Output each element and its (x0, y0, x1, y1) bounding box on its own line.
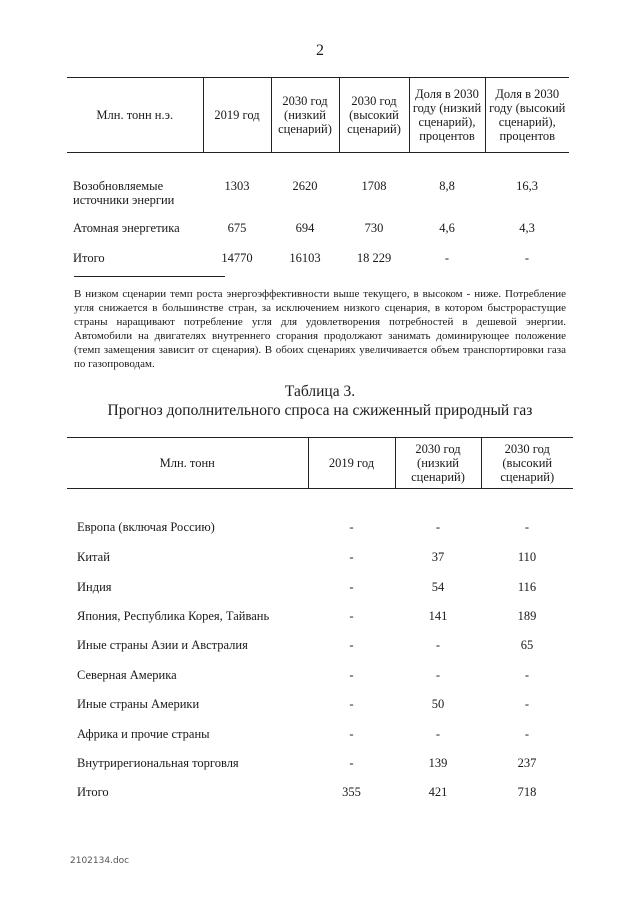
table-cell: - (524, 697, 530, 712)
header-cell: 2030 год (низкий сценарий) (395, 438, 481, 489)
row-label: Африка и прочие страны (77, 726, 210, 741)
table-row (67, 602, 573, 631)
table-cell: 1708 (361, 179, 387, 193)
table-cell: 4,6 (439, 221, 455, 235)
row-label: Европа (включая Россию) (77, 520, 215, 534)
table-cell: - (524, 667, 530, 682)
header-cell: Млн. тонн н.э. (67, 78, 203, 153)
table-cell: 116 (517, 579, 537, 594)
row-label: Внутрирегиональная торговля (77, 755, 239, 770)
table-cell: 18 229 (356, 251, 392, 265)
table-row (67, 778, 573, 807)
table-cell: 1303 (224, 179, 250, 193)
energy-table (67, 77, 569, 271)
table-cell: 110 (517, 550, 537, 565)
table-cell: 694 (295, 221, 315, 235)
table-row (67, 543, 573, 572)
table-row (67, 251, 569, 271)
row-label: Возобновляемые источники энергии (73, 179, 175, 207)
row-label: Япония, Республика Корея, Тайвань (77, 608, 270, 623)
table-cell: 355 (342, 785, 361, 800)
table-cell: 718 (517, 785, 537, 800)
header-cell: 2030 год (высокий сценарий) (481, 438, 573, 489)
footnote-divider (74, 276, 225, 277)
table-row (67, 489, 573, 544)
table-cell: - (435, 520, 441, 534)
row-label: Итого (77, 785, 109, 800)
row-label: Северная Америка (77, 667, 177, 682)
table-cell: - (435, 638, 441, 653)
table-row (67, 153, 569, 222)
header-cell: 2019 год (308, 438, 395, 489)
table-cell: - (349, 638, 354, 653)
table-cell: 54 (431, 579, 445, 594)
table-cell: - (349, 667, 354, 682)
table-row (67, 572, 573, 601)
document-id: 2102134.doc (70, 856, 130, 866)
row-label: Индия (77, 579, 112, 594)
table-cell: 4,3 (519, 221, 535, 235)
table-cell: 50 (431, 697, 445, 712)
table-cell: 421 (428, 785, 448, 800)
table-row (67, 661, 573, 690)
table-cell: - (349, 608, 354, 623)
table-cell: - (444, 251, 450, 265)
table-cell: 14770 (221, 251, 253, 265)
table-cell: - (349, 726, 354, 741)
header-cell: 2019 год (203, 78, 271, 153)
header-cell: Доля в 2030 году (низкий сценарий), процентов (409, 78, 485, 153)
row-label: Итого (73, 251, 105, 265)
page-number: 2 (316, 42, 324, 59)
header-cell: 2030 год (высокий сценарий) (339, 78, 409, 153)
header-cell: Млн. тонн (67, 438, 308, 489)
table-cell: 730 (364, 221, 384, 235)
row-label: Иные страны Америки (77, 697, 200, 712)
table-cell: 189 (517, 608, 537, 623)
table-cell: 8,8 (439, 179, 455, 193)
table-cell: 141 (428, 608, 448, 623)
table-row (67, 719, 573, 748)
row-label: Иные страны Азии и Австралия (77, 638, 248, 653)
table-cell: 675 (227, 221, 247, 235)
table3-label: Таблица 3. (284, 383, 356, 400)
table-cell: 237 (517, 755, 537, 770)
table-row (67, 690, 573, 719)
table-row (67, 221, 569, 251)
table-cell: 37 (431, 550, 445, 565)
row-label: Атомная энергетика (73, 221, 180, 235)
row-label: Китай (77, 550, 110, 565)
table-cell: 65 (520, 638, 534, 653)
table-cell: 16,3 (516, 179, 538, 193)
table-row (67, 749, 573, 778)
header-cell: Доля в 2030 году (высокий сценарий), процентов (485, 78, 569, 153)
table-cell: 139 (428, 755, 448, 770)
table-cell: - (524, 726, 530, 741)
table-cell: - (524, 251, 530, 265)
lng-demand-table (67, 437, 573, 808)
table-cell: 2620 (292, 179, 318, 193)
table-cell: - (349, 550, 354, 565)
table-cell: - (349, 520, 354, 534)
energy-table-header (67, 78, 569, 153)
footnote-text: В низком сценарии темп роста энергоэффективности выше текущего, в высоком - ниже. Потребление угля снижается в большинстве стран, за исключением низкого сценария, в котором быстрорастущие страны наращивают потребление угля для удовлетворения потребностей в дешевой энергии. Автомобили на двигателях внутреннего сгорания продолжают занимать доминирующее положение (темп замещения зависит от сценария). В обоих сценариях увеличивается объем транспортировки газа по газопроводам. (74, 288, 566, 370)
table-cell: - (524, 520, 530, 534)
table-row (67, 631, 573, 660)
table-cell: - (435, 726, 441, 741)
table-cell: - (349, 697, 354, 712)
table-cell: - (435, 667, 441, 682)
table-cell: - (349, 755, 354, 770)
table3-caption (0, 382, 640, 420)
table-cell: 16103 (289, 251, 321, 265)
table-cell: - (349, 579, 354, 594)
table3-title: Прогноз дополнительного спроса на сжиженный природный газ (107, 402, 533, 419)
header-cell: 2030 год (низкий сценарий) (271, 78, 339, 153)
lng-table-header (67, 438, 573, 489)
